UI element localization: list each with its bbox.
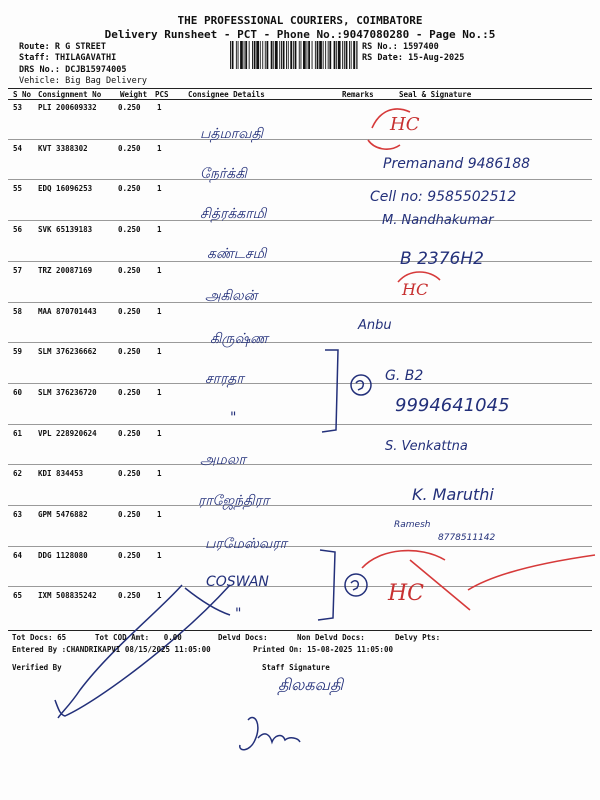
signature-handwriting: Anbu [358, 318, 392, 333]
barcode-bar [286, 41, 287, 69]
rs-no-value: 1597400 [402, 42, 439, 52]
barcode-bar [267, 41, 269, 69]
cell-pcs: 1 [157, 184, 162, 193]
consignee-handwriting: ராஜேந்திரா [198, 493, 270, 509]
barcode-bar [260, 41, 261, 69]
consignee-handwriting: கிருஷ்ண [210, 331, 268, 347]
signature-handwriting: B 2376H2 [400, 249, 484, 269]
barcode-bar [238, 41, 239, 69]
cell-pcs: 1 [157, 144, 162, 153]
footer-totals-line [12, 633, 66, 642]
hc-stamp-text: HC [402, 280, 429, 299]
consignee-handwriting: பரமேஸ்வரா [205, 536, 287, 552]
consignee-handwriting: சாரதா [205, 371, 244, 387]
barcode-bar [252, 41, 253, 69]
barcode-bar [317, 41, 319, 69]
pen-stroke [185, 588, 230, 615]
route-line [19, 42, 106, 52]
cell-weight: 0.250 [118, 551, 141, 560]
cell-sno: 62 [13, 469, 23, 478]
consignee-handwriting: கண்டசமி [207, 246, 267, 262]
bracket-mark [322, 350, 338, 432]
barcode-bar [283, 41, 285, 69]
barcode-bar [329, 41, 331, 69]
cell-sno: 61 [13, 429, 23, 438]
barcode-bar [230, 41, 231, 69]
barcode-bar [323, 41, 324, 69]
signature-handwriting: K. Maruthi [412, 485, 494, 504]
barcode-bar [244, 41, 245, 69]
barcode-bar [358, 41, 359, 69]
verified-by-label: Verified By [12, 663, 62, 672]
barcode-bar [240, 41, 243, 69]
signature-handwriting: 9994641045 [395, 395, 510, 416]
cell-sno: 54 [13, 144, 23, 153]
cell-weight: 0.250 [118, 469, 141, 478]
cell-consignment-no: MAA 870701443 [38, 307, 97, 316]
route-label: Route: [19, 42, 50, 52]
barcode-bar [290, 41, 292, 69]
consignee-handwriting: அமலா [200, 452, 246, 468]
col-pcs: PCS [155, 90, 169, 99]
barcode-bar [319, 41, 322, 69]
cell-consignment-no: TRZ 20087169 [38, 266, 93, 275]
cell-sno: 60 [13, 388, 23, 397]
tot-cod-line [95, 633, 182, 642]
barcode-bar [256, 41, 259, 69]
table-bottom-rule [8, 630, 592, 631]
delvd-docs-label: Delvd Docs: [218, 633, 268, 642]
cell-sno: 56 [13, 225, 23, 234]
rs-no-line [362, 42, 439, 52]
consignee-handwriting: அகிலன் [205, 288, 258, 304]
cell-pcs: 1 [157, 388, 162, 397]
staff-signature-handwriting: திலகவதி [278, 675, 344, 694]
cell-sno: 55 [13, 184, 23, 193]
barcode-bar [265, 41, 266, 69]
staff-value: THILAGAVATHI [54, 53, 117, 63]
barcode-bar [232, 41, 234, 69]
barcode-bar [351, 41, 352, 69]
cell-weight: 0.250 [118, 388, 141, 397]
cell-sno: 57 [13, 266, 23, 275]
cell-consignment-no: IXM 508835242 [38, 591, 97, 600]
barcode-bar [245, 41, 247, 69]
barcode-bar [273, 41, 274, 69]
staff-initials-stroke [240, 718, 300, 750]
cell-weight: 0.250 [118, 591, 141, 600]
barcode-bar [346, 41, 348, 69]
barcode-bar [328, 41, 329, 69]
table-top-rule [8, 88, 592, 89]
hc-stamp-mark [368, 140, 400, 149]
hc-stamp-mark [410, 560, 470, 610]
cell-weight: 0.250 [118, 144, 141, 153]
tot-docs-label: Tot Docs: [12, 633, 53, 642]
cell-pcs: 1 [157, 225, 162, 234]
company-title: THE PROFESSIONAL COURIERS, COIMBATORE [177, 14, 423, 27]
cell-pcs: 1 [157, 307, 162, 316]
bracket-mark [318, 550, 335, 620]
cell-weight: 0.250 [118, 347, 141, 356]
cell-weight: 0.250 [118, 510, 141, 519]
hc-stamp-text: HC [390, 114, 420, 135]
barcode-bar [307, 41, 308, 69]
cell-consignment-no: SLM 376236662 [38, 347, 97, 356]
barcode-bar [356, 41, 357, 69]
rs-date-label: RS Date: [362, 53, 403, 63]
cell-consignment-no: VPL 228920624 [38, 429, 97, 438]
delvy-pts-label: Delvy Pts: [395, 633, 441, 642]
drs-label: DRS No.: [19, 65, 60, 75]
cell-consignment-no: EDQ 16096253 [38, 184, 93, 193]
cell-weight: 0.250 [118, 225, 141, 234]
cell-consignment-no: PLI 200609332 [38, 103, 97, 112]
barcode-bar [249, 41, 250, 69]
row-separator [8, 179, 592, 180]
cell-sno: 65 [13, 591, 23, 600]
signature-handwriting: Premanand 9486188 [383, 156, 531, 172]
cell-consignment-no: KVT 3388302 [38, 144, 88, 153]
signature-handwriting: M. Nandhakumar [382, 213, 494, 228]
route-value: R G STREET [54, 42, 107, 52]
signature-handwriting: G. B2 [385, 368, 424, 384]
barcode-bar [279, 41, 280, 69]
cell-sno: 64 [13, 551, 23, 560]
tot-cod-value: 0.00 [163, 633, 182, 642]
barcode-bar [281, 41, 282, 69]
cell-consignment-no: SLM 376236720 [38, 388, 97, 397]
col-consignment: Consignment No [38, 90, 102, 99]
barcode-bar [236, 41, 237, 69]
printed-on-line: Printed On: 15-08-2025 11:05:00 [253, 645, 393, 654]
barcode-bar [295, 41, 297, 69]
row-separator [8, 139, 592, 140]
staff-signature-label: Staff Signature [262, 663, 330, 672]
barcode-bar [349, 41, 350, 69]
barcode-bar [325, 41, 326, 69]
consignee-handwriting: சித்ரக்காமி [200, 206, 267, 222]
barcode-bar [288, 41, 289, 69]
signature-handwriting: 8778511142 [438, 533, 496, 543]
row-separator [8, 302, 592, 303]
non-delvd-docs-label: Non Delvd Docs: [297, 633, 365, 642]
row-separator [8, 261, 592, 262]
rs-no-label: RS No.: [362, 42, 398, 52]
vehicle-line [19, 76, 147, 86]
barcode-bar [271, 41, 273, 69]
cell-sno: 59 [13, 347, 23, 356]
col-seal: Seal & Signature [399, 90, 472, 99]
col-weight: Weight [120, 90, 148, 99]
signature-handwriting: S. Venkattna [385, 439, 468, 454]
row-separator [8, 546, 592, 547]
cell-consignment-no: DDG 1128080 [38, 551, 88, 560]
barcode-bar [301, 41, 302, 69]
barcode-bar [342, 41, 343, 69]
cell-sno: 63 [13, 510, 23, 519]
consignee-handwriting: " [235, 606, 242, 622]
barcode-bar [338, 41, 341, 69]
row-separator [8, 220, 592, 221]
cell-weight: 0.250 [118, 307, 141, 316]
cell-pcs: 1 [157, 429, 162, 438]
drs-line [19, 65, 127, 75]
barcode-bar [315, 41, 316, 69]
cell-pcs: 1 [157, 347, 162, 356]
consignee-handwriting: பத்மாவதி [200, 126, 263, 142]
hc-stamp-text: HC [388, 581, 425, 606]
col-consignee: Consignee Details [188, 90, 265, 99]
circle-mark [345, 574, 367, 596]
row-separator [8, 424, 592, 425]
staff-label: Staff: [19, 53, 50, 63]
barcode-bar [262, 41, 263, 69]
cell-pcs: 1 [157, 591, 162, 600]
cell-pcs: 1 [157, 103, 162, 112]
drs-value: DCJB15974005 [65, 65, 127, 75]
barcode-bar [334, 41, 336, 69]
consignee-handwriting: நேர்க்கி [200, 166, 247, 182]
barcode-bar [303, 41, 306, 69]
hc-stamp-mark [468, 555, 595, 590]
hc-stamp-mark [362, 551, 445, 568]
row-separator [8, 505, 592, 506]
table-header-rule [8, 99, 592, 100]
cell-weight: 0.250 [118, 184, 141, 193]
tot-cod-label: Tot COD Amt: [95, 633, 150, 642]
tot-docs-value: 65 [57, 633, 67, 642]
barcode-bar [344, 41, 345, 69]
cell-consignment-no: KDI 834453 [38, 469, 84, 478]
barcode-bar [353, 41, 355, 69]
consignee-handwriting: " [230, 410, 237, 426]
cell-sno: 58 [13, 307, 23, 316]
staff-line [19, 53, 116, 63]
barcode-bar [308, 41, 310, 69]
signature-handwriting: Ramesh [394, 520, 431, 530]
hc-stamp-mark [372, 109, 410, 128]
cell-pcs: 1 [157, 510, 162, 519]
col-sno: S No [13, 90, 32, 99]
cell-consignment-no: SVK 65139183 [38, 225, 93, 234]
cell-pcs: 1 [157, 551, 162, 560]
barcode-bar [312, 41, 313, 69]
cell-weight: 0.250 [118, 266, 141, 275]
col-remarks: Remarks [342, 90, 374, 99]
cell-weight: 0.250 [118, 429, 141, 438]
barcode-bar [299, 41, 300, 69]
cell-sno: 53 [13, 103, 23, 112]
barcode-bar [336, 41, 337, 69]
barcode-bar [293, 41, 294, 69]
barcode-image [230, 41, 358, 69]
rs-date-line [362, 53, 464, 63]
runsheet-subtitle: Delivery Runsheet - PCT - Phone No.:9047080280 - Page No.:5 [104, 28, 496, 41]
vehicle-label: Vehicle: [19, 76, 60, 86]
cell-pcs: 1 [157, 469, 162, 478]
hc-stamp-mark [398, 272, 440, 282]
barcode-bar [254, 41, 256, 69]
row-separator [8, 383, 592, 384]
signature-handwriting: Cell no: 9585502512 [370, 189, 517, 205]
rs-date-value: 15-Aug-2025 [408, 53, 465, 63]
cell-pcs: 1 [157, 266, 162, 275]
row-separator [8, 586, 592, 587]
row-separator [8, 342, 592, 343]
consignee-handwriting: COSWAN [206, 574, 269, 590]
entered-by-line: Entered By :CHANDRIKAPVI 08/15/2025 11:05:00 [12, 645, 211, 654]
cell-consignment-no: GPM 5476882 [38, 510, 88, 519]
cell-weight: 0.250 [118, 103, 141, 112]
circle-mark [351, 375, 371, 395]
vehicle-value: Big Bag Delivery [65, 76, 147, 86]
row-separator [8, 464, 592, 465]
barcode-bar [275, 41, 278, 69]
